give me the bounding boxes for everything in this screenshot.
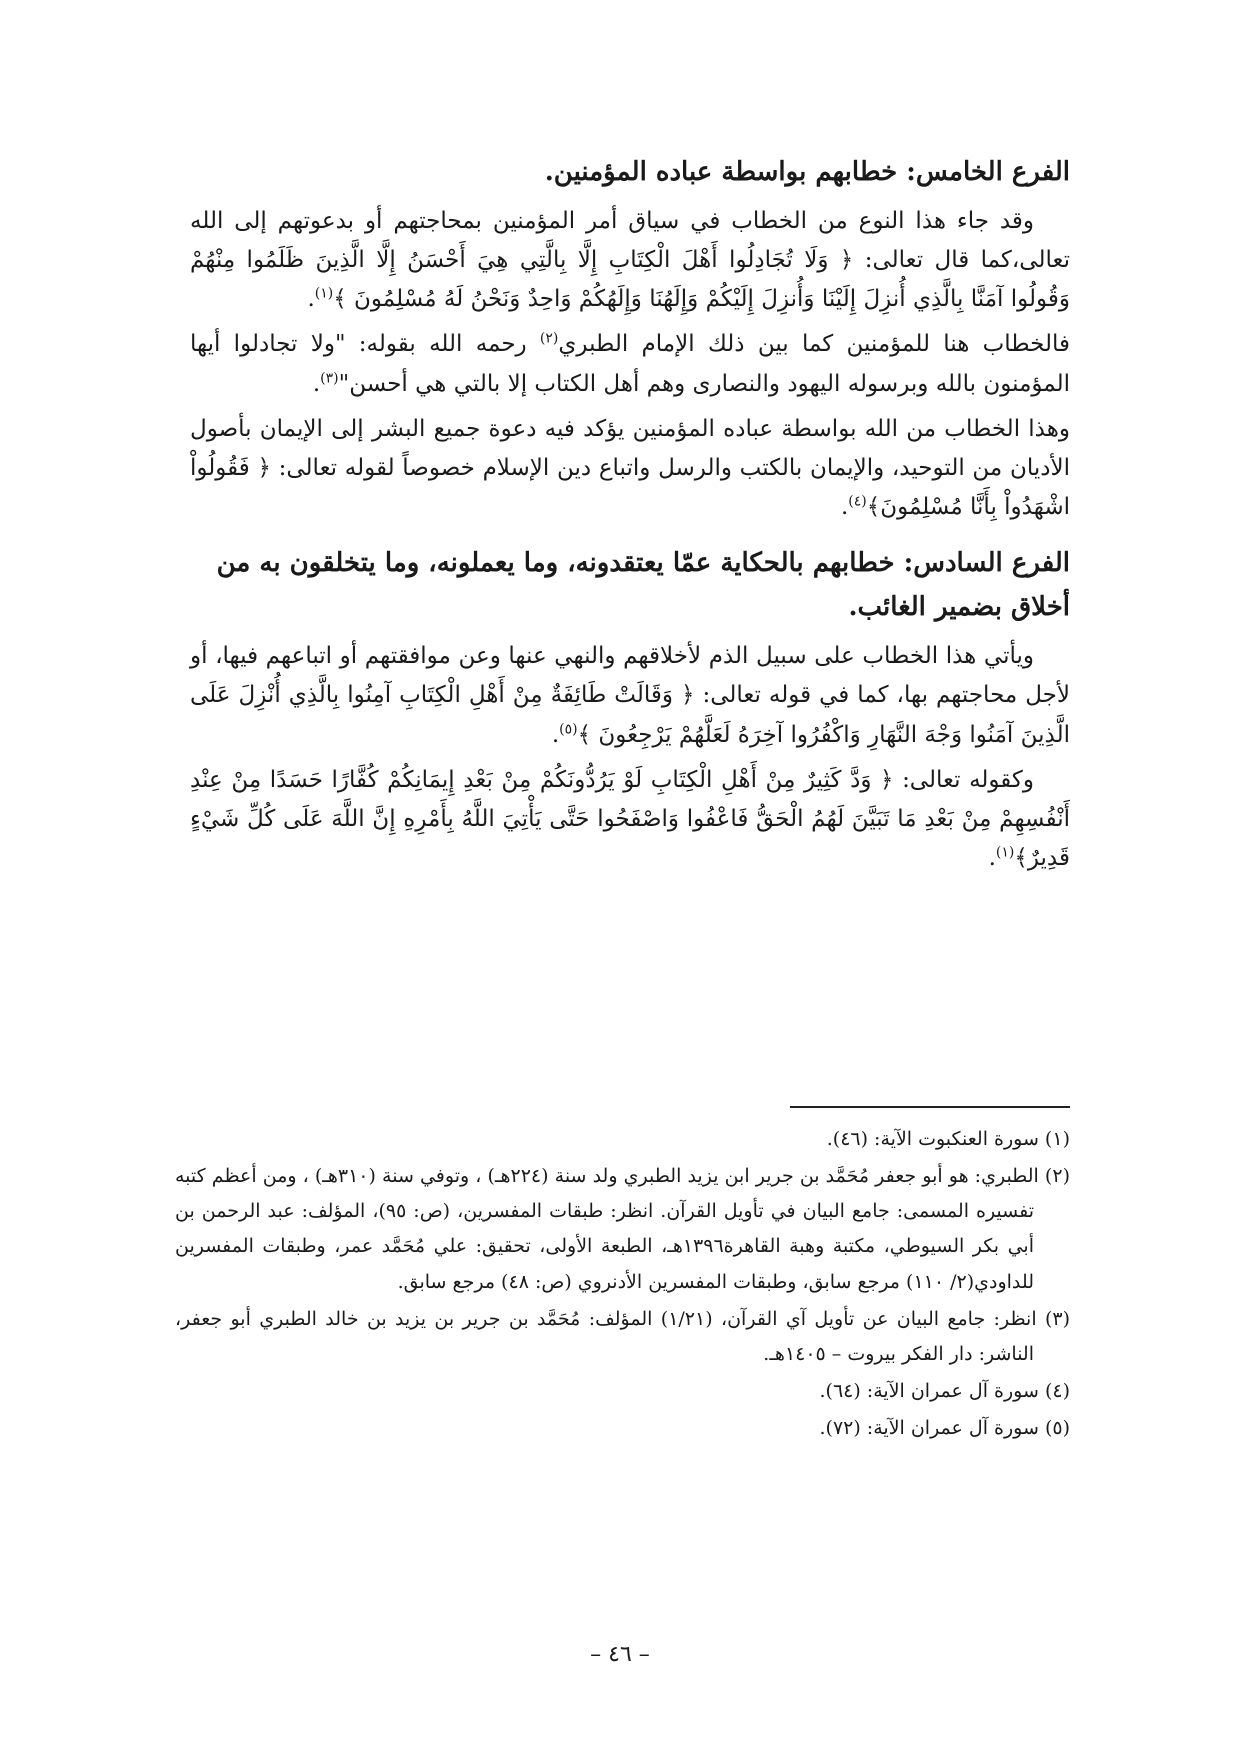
paragraph-text: . <box>840 493 849 520</box>
footnote: (٣) انظر: جامع البيان عن تأويل آي القرآن، (١/٢١) المؤلف: مُحَمَّد بن جرير بن يزيد بن خالد الطبري أبو جعفر، الناشر: دار الفكر بيروت – ١٤٠٥هـ. <box>175 1307 1070 1365</box>
paragraph-text: . <box>551 721 560 748</box>
paragraph-text: . <box>307 286 315 313</box>
paragraph-text: رحمه الله بقوله: "ولا تجادلوا أيها المؤمنون بالله وبرسوله اليهود والنصارى وهم أهل الكتاب إلا بالتي هي أحسن" <box>190 331 1070 397</box>
section-heading-6: الفرع السادس: خطابهم بالحكاية عمّا يعتقدونه، وما يعملونه، وما يتخلقون به من أخلاق بضمير الغائب. <box>216 547 1070 623</box>
paragraph <box>190 325 1070 403</box>
paragraph-text: وقد جاء هذا النوع من الخطاب في سياق أمر المؤمنين بمحاجتهم أو بدعوتهم إلى الله تعالى،كما قال تعالى: ﴿ وَلَا تُجَادِلُوا أَهْلَ الْكِتَابِ إِلَّا بِالَّتِي هِيَ أَحْسَنُ إِلَّا الَّذِينَ ظَلَمُوا مِنْهُمْ وَقُولُوا آمَنَّا بِالَّذِي أُنزِلَ إِلَيْنَا وَأُنزِلَ إِلَيْكُمْ وَإِلَهُنَا وَإِلَهُكُمْ وَاحِدٌ وَنَحْنُ لَهُ مُسْلِمُونَ ﴾ <box>190 208 1070 313</box>
paragraph <box>190 202 1070 319</box>
section-heading-5: الفرع الخامس: خطابهم بواسطة عباده المؤمنين. <box>544 157 1070 187</box>
footnote-ref: (٤) <box>848 493 867 510</box>
main-text <box>190 150 1070 884</box>
footnote-divider <box>790 1106 1070 1108</box>
footnote-ref: (٣) <box>320 369 339 386</box>
paragraph-text: فالخطاب هنا للمؤمنين كما بين ذلك الإمام الطبري <box>558 331 1070 358</box>
footnote-ref: (١) <box>995 844 1015 861</box>
footnote-ref: (١) <box>314 285 334 302</box>
paragraph <box>190 761 1070 878</box>
paragraph-text: . <box>988 844 996 871</box>
paragraph <box>190 637 1070 754</box>
footnote-ref: (٥) <box>559 720 578 737</box>
paragraph-text: وهذا الخطاب من الله بواسطة عباده المؤمنين يؤكد فيه دعوة جميع البشر إلى الإيمان بأصول الأديان من التوحيد، والإيمان بالكتب والرسل واتباع دين الإسلام خصوصاً لقوله تعالى: ﴿ فَقُولُواْ اشْهَدُواْ بِأَنَّا مُسْلِمُونَ﴾ <box>190 415 1070 520</box>
footnote: (٥) سورة آل عمران الآية: (٧٢). <box>819 1417 1070 1440</box>
paragraph <box>190 410 1070 527</box>
footnote-ref: (٢) <box>539 330 559 347</box>
footnote: (١) سورة العنكبوت الآية: (٤٦). <box>826 1128 1070 1150</box>
paragraph-text: وكقوله تعالى: ﴿ وَدَّ كَثِيرٌ مِنْ أَهْلِ الْكِتَابِ لَوْ يَرُدُّونَكُمْ مِنْ بَعْدِ إِيمَانِكُمْ كُفَّارًا حَسَدًا مِنْ عِنْدِ أَنْفُسِهِمْ مِنْ بَعْدِ مَا تَبَيَّنَ لَهُمُ الْحَقُّ فَاعْفُوا وَاصْفَحُوا حَتَّى يَأْتِيَ اللَّهُ بِأَمْرِهِ إِنَّ اللَّهَ عَلَى كُلِّ شَيْءٍ قَدِيرٌ﴾ <box>190 766 1070 871</box>
footnote: (٤) سورة آل عمران الآية: (٦٤). <box>819 1379 1070 1402</box>
paragraph-text: ويأتي هذا الخطاب على سبيل الذم لأخلاقهم والنهي عنها وعن موافقتهم أو اتباعهم فيها، أو لأجل محاجتهم بها، كما في قوله تعالى: ﴿ وَقَالَتْ طَائِفَةٌ مِنْ أَهْلِ الْكِتَابِ آمِنُوا بِالَّذِي أُنْزِلَ عَلَى الَّذِينَ آمَنُوا وَجْهَ النَّهَارِ وَاكْفُرُوا آخِرَهُ لَعَلَّهُمْ يَرْجِعُونَ ﴾ <box>190 643 1070 748</box>
paragraph-text: . <box>312 370 321 397</box>
footnotes <box>175 1122 1070 1448</box>
page-number: – ٤٦ – <box>590 1642 650 1667</box>
footnote: (٢) الطبري: هو أبو جعفر مُحَمَّد بن جرير ابن يزيد الطبري ولد سنة (٢٢٤هـ) ، وتوفي سنة (٣١٠هـ) ، ومن أعظم كتبه تفسيره المسمى: جامع البيان في تأويل القرآن. انظر: طبقات المفسرين، (ص: ٩٥)، المؤلف: عبد الرحمن بن أبي بكر السيوطي، مكتبة وهبة القاهرة١٣٩٦هـ، الطبعة الأولى، تحقيق: علي مُحَمَّد عمر، وطبقات المفسرين للداودي(٢/ ١١٠) مرجع سابق، وطبقات المفسرين الأدنروي (ص: ٤٨) مرجع سابق. <box>175 1165 1070 1293</box>
